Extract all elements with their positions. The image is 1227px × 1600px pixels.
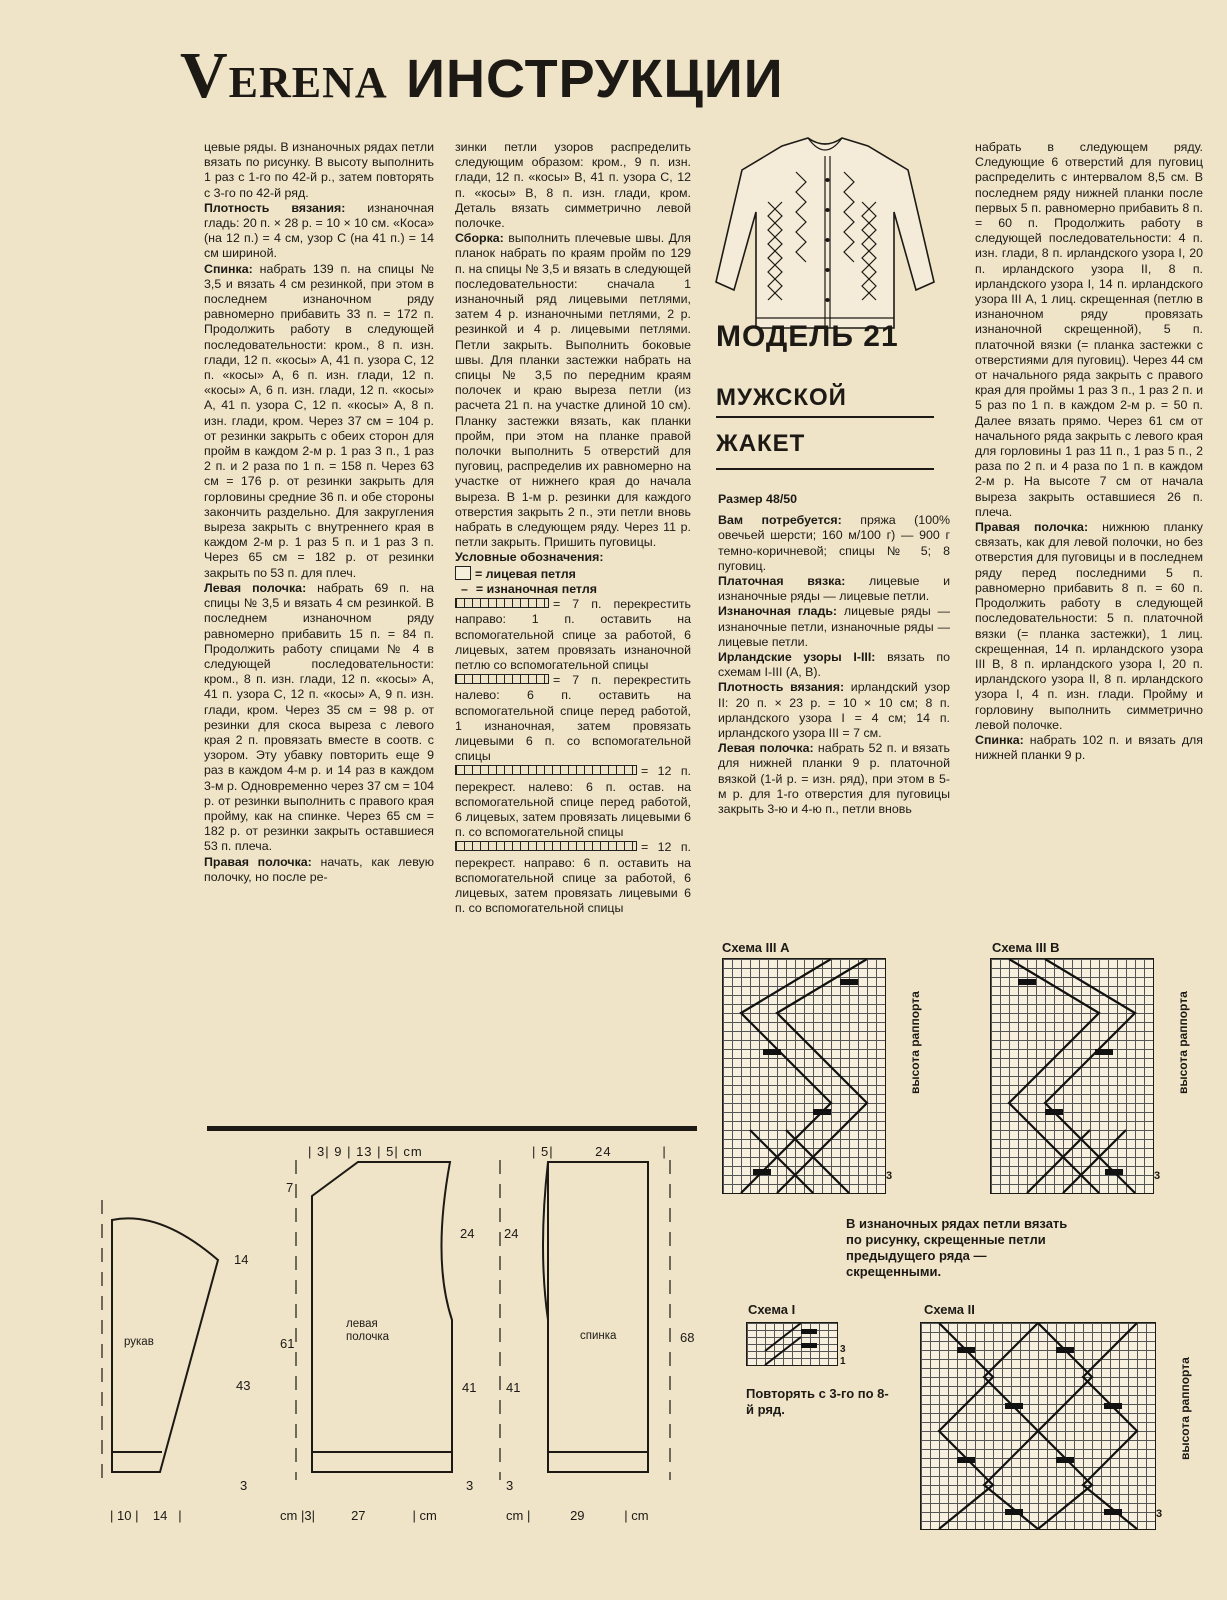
column-3 <box>718 492 950 817</box>
legend-cable-right-7: = 7 п. перекрестить направо: 1 п. оставить на вспомогательной спице за работой, 6 лицевых, затем провязать изнаночной петлю со вспомогательной спицы <box>455 597 691 672</box>
schema-3b-label: Схема III В <box>992 940 1060 955</box>
col1-left-front: Левая полочка: набрать 69 п. на спицы № 3,5 и вязать 4 см резинкой. В последнем изнаночном ряду равномерно прибавить 15 п. = 84 п. Продолжить работу спицами № 4 в следующей последовательности: кром., 8 п. изн. глади, 12 п. «косы» А, 41 п. узора С, 12 п. «косы» А, 9 п. изн. глади, кром. Через 35 см = 98 р. от резинки для скоса выреза с левого края 2 п. провязать вместе в соотв. с узором. Эту убавку повторить еще 9 раз в каждом 4-м р. и 14 раз в каждом 3-м р. Одновременно через 37 см = 104 р. от резинки выполнить с правого края пройму, как на спинке. Через 65 см = 182 р. от резинки закрыть оставшиеся 53 п. плеча. <box>204 580 434 854</box>
legend-title: Условные обозначения: <box>455 550 604 565</box>
front-label: левая полочка <box>346 1318 390 1343</box>
model-subtitle-1: МУЖСКОЙ <box>716 384 847 411</box>
dim-rib-front: 3 <box>466 1478 474 1493</box>
col3-irish: Ирландские узоры I-III: вязать по схемам I-III (А, В). <box>718 650 950 680</box>
row-mark: 3 <box>1156 1508 1163 1520</box>
col3-materials: Вам потребуется: пряжа (100% овечьей шерсти; 160 м/100 г) — 900 г темно-коричневой; спицы № 5; 8 пуговиц. <box>718 513 950 573</box>
column-1 <box>204 140 434 885</box>
row-mark: 3 <box>840 1344 846 1355</box>
col1-back: Спинка: набрать 139 п. на спицы № 3,5 и вязать 4 см резинкой, при этом в последнем изнаночном ряду равномерно прибавить 33 п. = 172 п. Продолжить работу в следующей последовательности: кром., 8 п. изн. глади, 12 п. «косы» А, 41 п. узора С, 12 п. «косы» А, 6 п. изн. глади, 12 п. «косы» А, 6 п. изн. глади, 12 п. «косы» А, 41 п. узора С, 12 п. «косы» А, 8 п. изн. глади, кром. Через 37 см = 104 р. от резинки закрыть с обеих сторон для пройм в каждом 2-м р. 1 раз 3 п., 1 раз 2 п. и 2 раза по 1 п. = 158 п. Через 63 см = 176 р. от резинки закрыть для горловины средние 36 п. и обе стороны закончить раздельно. Для закругления выреза закрыть с внутреннего края в каждом 2-м р. 1 раз 5 п. и 1 раз 3 п. Через 65 см = 182 р. от резинки закрыть по 53 п. для плеч. <box>204 261 434 580</box>
col1-density: Плотность вязания: изнаночная гладь: 20 п. × 28 р. = 10 × 10 см. «Коса» (на 12 п.) = 4 см, узор С (на 41 п.) = 14 см шириной. <box>204 200 434 261</box>
dim-sleeve-length: 43 <box>236 1378 251 1393</box>
cable-wide-right-icon <box>455 841 637 851</box>
page-title: ИНСТРУКЦИИ <box>406 49 784 109</box>
dim-bottom-back: cm | 29 | cm <box>506 1508 649 1523</box>
dim-back-length: 68 <box>680 1330 695 1345</box>
dim-bottom-sleeve: | 10 | 14 | <box>110 1508 182 1523</box>
row-mark: 1 <box>840 1356 846 1367</box>
col3-density: Плотность вязания: ирландский узор II: 20 п. × 23 р. = 10 × 10 см; 8 п. ирландского узора I = 4 см; 14 п. ирландского узора III = 7 см. <box>718 680 950 741</box>
divider <box>716 468 934 470</box>
col4-back: Спинка: набрать 102 п. и вязать для нижней планки 9 р. <box>975 732 1203 763</box>
dim-bottom-front: cm |3| 27 | cm <box>280 1508 437 1523</box>
legend-knit: = лицевая петля <box>455 566 691 582</box>
col3-left-front: Левая полочка: набрать 52 п. и вязать для нижней планки 9 р. платочной вязкой (1-й р. = изн. ряд), при этом в 5-м р. для 1-го отверстия для пуговицы закрыть 3-ю и 4-ю п., петли вновь <box>718 741 950 817</box>
cable-right-icon <box>455 598 549 608</box>
model-title: МОДЕЛЬ 21 <box>716 320 899 353</box>
schema-2-grid <box>920 1322 1156 1530</box>
col2-text: зинки петли узоров распределить следующим образом: кром., 9 п. изн. глади, 12 п. «косы» В, 41 п. узора С, 12 п. «косы» В, 8 п. изн. глади, кром. Деталь вязать симметрично левой полочке. <box>455 140 691 231</box>
repeat-height-label: высота раппорта <box>1176 991 1190 1094</box>
divider <box>716 416 934 418</box>
knit-stitch-icon <box>455 566 471 580</box>
schema-3b-grid <box>990 958 1154 1194</box>
repeat-height-label: высота раппорта <box>1178 1357 1192 1460</box>
purl-rows-note: В изнаночных рядах петли вязать по рисунку, скрещенные петли предыдущего ряда — скрещенными. <box>846 1216 1068 1279</box>
col4-text: набрать в следующем ряду. Следующие 6 отверстий для пуговиц распределить с интервалом 8,5 см. В последнем ряду нижней планки после первых 5 п. равномерно прибавить 8 п. = 60 п. Продолжить работу в следующей последовательности: 4 п. изн. глади, 8 п. ирландского узора I, 20 п. ирландского узора II, 8 п. ирландского узора I, 14 п. ирландского узора III А, 1 лиц. скрещенная (петлю в изнаночном ряду провязать изнаночной скрещенной), 5 п. платочной вязки (= планка застежки с отверстиями для пуговиц). Через 44 см от начального ряда закрыть с правого края для проймы 1 раз 3 п., 1 раз 2 п. и 5 раз по 1 п. в каждом 2-м р. = 50 п. Далее вязать прямо. Через 61 см от начального ряда закрыть с левого края для горловины 1 раз 11 п., 1 раз 5 п., 2 раза по 2 п. и 4 раза по 1 п. в каждом 2-м р. На высоте 7 см от начала выреза закрыть оставшиеся 26 п. плеча. <box>975 140 1203 519</box>
col1-right-front: Правая полочка: начать, как левую полочку, но после ре- <box>204 854 434 884</box>
schema-3a-label: Схема III А <box>722 940 790 955</box>
schema-2-label: Схема II <box>924 1302 975 1317</box>
dim-sleeve-cap: 14 <box>234 1252 249 1267</box>
section-divider <box>207 1126 697 1131</box>
jacket-illustration <box>712 132 938 340</box>
cable-wide-left-icon <box>455 765 637 775</box>
dim-front-side: 41 <box>462 1380 477 1395</box>
col3-reverse: Изнаночная гладь: лицевые ряды — изнаночные петли, изнаночные ряды — лицевые петли. <box>718 604 950 649</box>
schema-3a-grid <box>722 958 886 1194</box>
dim-shoulder: 7 <box>286 1180 294 1195</box>
column-4 <box>975 140 1203 763</box>
legend-cable-right-12: = 12 п. перекрест. направо: 6 п. оставить на вспомогательной спице за работой, 6 лицевых, затем провязать лицевыми 6 п. со вспомогательной спицы <box>455 840 691 916</box>
dim-top-back: | 5| 24 | <box>532 1144 667 1159</box>
legend-cable-left-7: = 7 п. перекрестить налево: 6 п. оставить на вспомогательной спице перед работой, 1 изнаночная, затем провязать лицевыми 6 п. со вспомогательной спицы <box>455 673 691 764</box>
col3-garter: Платочная вязка: лицевые и изнаночные ряды — лицевые петли. <box>718 574 950 604</box>
col4-right-front: Правая полочка: нижнюю планку связать, как для левой полочки, но без отверстия для пуговицы и в последнем ряду перед последними 5 п. равномерно прибавить 8 п. = 60 п. Продолжить работу в следующей последовательности: 5 п. платочной вязки (= планка застежки), 1 лиц. скрещенная, 14 п. ирландского узора III В, 8 п. ирландского узора I, 20 п. ирландского узора II, 8 п. ирландского узора I, 4 п. изн. глади. Пройму и горловину выполнить симметрично левой полочке. <box>975 520 1203 732</box>
legend-purl: – = изнаночная петля <box>461 581 597 596</box>
sleeve-label: рукав <box>124 1336 154 1348</box>
masthead <box>180 38 784 112</box>
back-label: спинка <box>580 1330 617 1342</box>
dim-top-front: | 3| 9 | 13 | 5| cm <box>308 1144 423 1159</box>
schema-1-grid <box>746 1322 838 1366</box>
garment-schematic <box>100 1140 700 1510</box>
brand-logo: VERENA <box>180 39 388 112</box>
dim-rib-back: 3 <box>506 1478 514 1493</box>
repeat-note: Повторять с 3-го по 8-й ряд. <box>746 1386 889 1417</box>
schema-1-label: Схема I <box>748 1302 796 1317</box>
column-2 <box>455 140 691 916</box>
repeat-height-label: высота раппорта <box>908 991 922 1094</box>
dim-front-length: 61 <box>280 1336 295 1351</box>
dim-armhole-front: 24 <box>460 1226 475 1241</box>
dim-rib-sleeve: 3 <box>240 1478 248 1493</box>
row-mark: 3 <box>886 1170 893 1182</box>
dim-armhole-back: 24 <box>504 1226 519 1241</box>
col1-text: цевые ряды. В изнаночных рядах петли вязать по рисунку. В высоту выполнить 1 раз с 1-го по 42-й р., затем повторять с 3-го по 42-й ряд. <box>204 140 434 200</box>
size: Размер 48/50 <box>718 492 798 506</box>
legend-cable-left-12: = 12 п. перекрест. налево: 6 п. остав. на вспомогательной спице перед работой, 6 лицевых, затем провязать лицевыми 6 п. со вспомогательной спицы <box>455 764 691 840</box>
col2-assembly: Сборка: выполнить плечевые швы. Для планок набрать по краям пройм по 129 п. на спицы № 3,5 и вязать в следующей последовательности: сначала 1 изнаночный ряд лицевыми петлями, затем 4 р. изнаночными петлями, 2 р. резинкой и 4 р. лицевыми петлями. Петли закрыть. Выполнить боковые швы. Для планки застежки набрать на спицы № 3,5 по передним краям полочек и краю выреза петли (из расчета 21 п. на участке длиной 10 см). Планку застежки вязать, как планки пройм, при этом на планке правой полочки выполнить 5 отверстий для пуговиц, распределив их равномерно на участке от нижнего края до начала выреза. В 1-м р. резинки для каждого отверстия закрыть 2 п., эти петли вновь набрать в следующем ряду. Через 11 р. петли закрыть. Пришить пуговицы. <box>455 231 691 550</box>
model-subtitle-2: ЖАКЕТ <box>716 430 806 457</box>
row-mark: 3 <box>1154 1170 1161 1182</box>
dim-back-side: 41 <box>506 1380 521 1395</box>
cable-left-icon <box>455 674 549 684</box>
